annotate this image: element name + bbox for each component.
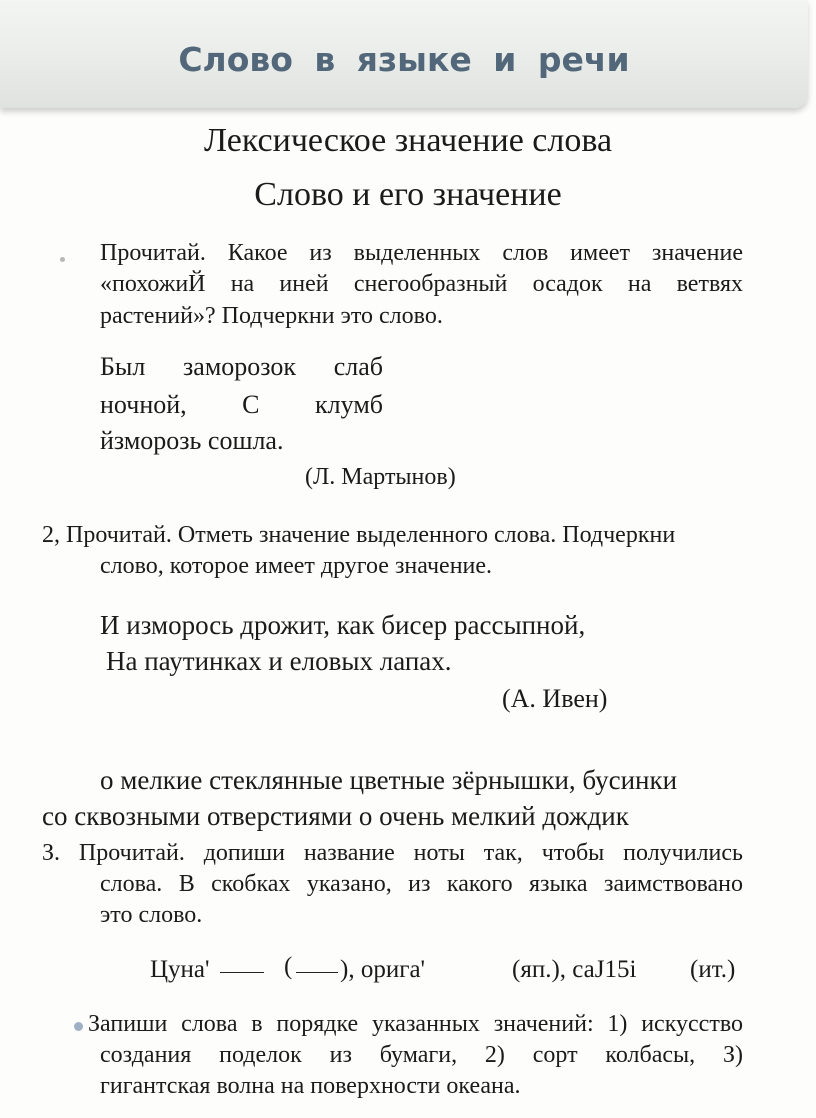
poem2-author: (А. Ивен) xyxy=(502,684,608,713)
poem1-line3: йзморозь сошла. xyxy=(100,426,284,455)
option2-text: со сквозными отверстиями о очень мелкий дождик xyxy=(42,801,629,831)
task4-line1: Запиши слова в порядке указанных значений: 1) искусство xyxy=(88,1011,743,1037)
page-subheading: Слово и его значение xyxy=(254,176,562,213)
poem1-line1: Был заморозок слаб xyxy=(100,352,383,381)
task3-line1: З. Прочитай. допиши название ноты так, чтобы получились xyxy=(42,840,743,866)
task3-line2: слова. В скобках указано, из какого языка заимствовано xyxy=(100,871,743,897)
page-heading: Лексическое значение слова xyxy=(203,122,613,159)
poem2-line1: И изморось дрожит, как бисер рассыпной, xyxy=(100,610,586,640)
word3-text: (яп.), саJ15i xyxy=(512,956,637,983)
word2-blank xyxy=(296,972,338,973)
task2-line1: 2, Прочитай. Отметь значение выделенного слова. Подчеркни xyxy=(42,522,676,548)
poem2-line2: На паутинках и еловых лапах. xyxy=(106,646,452,676)
task3-line3: это слово. xyxy=(100,902,203,928)
task2-line2: слово, которое имеет другое значение. xyxy=(100,553,493,579)
task1-line3: растений»? Подчеркни это слово. xyxy=(100,303,443,329)
bullet-icon xyxy=(60,257,65,262)
word2-text: ), орига' xyxy=(340,956,426,983)
section-banner xyxy=(0,0,808,108)
section-title: Слово в языке и речи xyxy=(178,40,630,79)
task1-line1: Прочитай. Какое из выделенных слов имеет значение xyxy=(100,240,743,266)
task4-line3: гигантская волна на поверхности океана. xyxy=(100,1073,521,1099)
word3-lang: (ит.) xyxy=(690,956,736,983)
word1-blank xyxy=(220,972,264,973)
poem1-author: (Л. Мартынов) xyxy=(305,464,456,490)
bullet-icon xyxy=(74,1022,83,1031)
word1-text: Цуна' xyxy=(150,956,210,983)
poem1-line2: ночной, С клумб xyxy=(100,390,383,419)
task4-line2: создания поделок из бумаги, 2) сорт колбасы, З) xyxy=(100,1042,743,1068)
option1-text: о мелкие стеклянные цветные зёрнышки, бусинки xyxy=(100,765,678,795)
task1-line2: «похожиЙ на иней снегообразный осадок на ветвях xyxy=(100,271,743,297)
word2-open-paren: ( xyxy=(284,953,293,980)
